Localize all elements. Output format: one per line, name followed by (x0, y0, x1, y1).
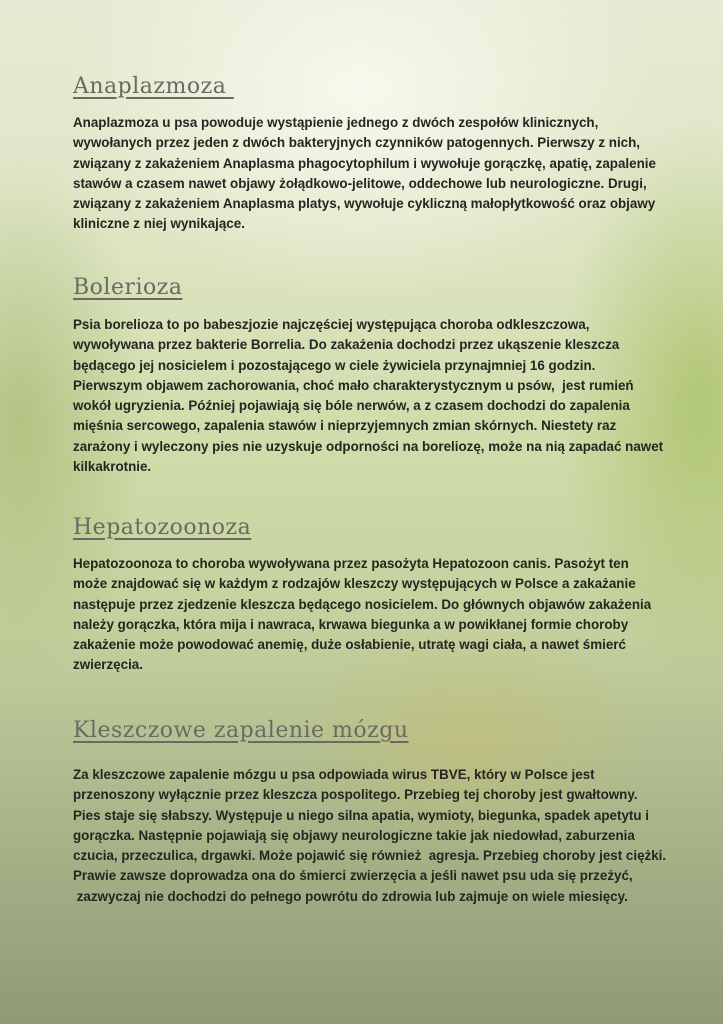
text-line: może znajdować się w każdym z rodzajów kleszczy występujących w Polsce a zakażanie (73, 576, 636, 592)
text-line: Za kleszczowe zapalenie mózgu u psa odpowiada wirus TBVE, który w Polsce jest (73, 767, 595, 782)
text-line: związany z zakażeniem Anaplasma phagocytophilum i wywołuje gorączkę, apatię, zapalenie (73, 155, 656, 171)
text-line: związany z zakażeniem Anaplasma platys, wywołuje cykliczną małopłytkowość oraz objawy (73, 196, 656, 212)
text-line: czucia, przeczulica, drgawki. Może pojawić się również agresja. Przebieg choroby jest ciężki. (73, 848, 667, 864)
text-line: gorączka. Następnie pojawiają się objawy neurologiczne takie jak niedowład, zaburzenia (73, 827, 635, 843)
text-line: Pies staje się słabszy. Występuje u niego silna apatia, wymioty, biegunka, spadek apetytu i (73, 807, 649, 823)
section-paragraph (73, 765, 703, 907)
text-line: wywoływana przez bakterie Borrelia. Do zakażenia dochodzi przez ukąszenie kleszcza (73, 337, 620, 353)
text-line: Psia borelioza to po babeszjozie najczęściej występująca choroba odkleszczowa, (73, 317, 590, 332)
text-line: Prawie zawsze doprowadza ona do śmierci zwierzęcia a jeśli nawet psu uda się przeżyć, (73, 868, 633, 884)
text-line: następuje przez zjedzenie kleszcza będącego nosicielem. Do głównych objawów zakażenia (73, 596, 652, 612)
text-line: kilkakrotnie. (73, 459, 152, 475)
text-line: zakażenie może powodować anemię, duże osłabienie, utratę wagi ciała, a nawet śmierć (73, 637, 626, 653)
text-line: stawów a czasem nawet objawy żołądkowo-jelitowe, oddechowe lub neurologiczne. Drugi, (73, 175, 647, 191)
text-line: kliniczne z niej wynikające. (73, 216, 245, 232)
text-line: Anaplazmoza u psa powoduje wystąpienie jednego z dwóch zespołów klinicznych, (73, 115, 599, 130)
section-paragraph (73, 554, 703, 676)
text-line: wywołanych przez jeden z dwóch bakteryjnych czynników patogennych. Pierwszy z nich, (73, 135, 641, 151)
section-hepatozoonoza (73, 515, 703, 676)
text-line: przenoszony wyłącznie przez kleszcza pospolitego. Przebieg tej choroby jest gwałtowny. (73, 787, 638, 803)
section-heading: Kleszczowe zapalenie mózgu (73, 718, 409, 743)
text-line: mięśnia sercowego, zapalenia stawów i nieprzyjemnych zmian skórnych. Niestety raz (73, 418, 617, 434)
text-line: zwierzęcia. (73, 657, 143, 673)
section-paragraph (73, 113, 703, 235)
section-heading: Bolerioza (73, 275, 183, 300)
section-heading: Hepatozoonoza (73, 515, 252, 540)
text-line: Hepatozoonoza to choroba wywoływana przez pasożyta Hepatozoon canis. Pasożyt ten (73, 556, 629, 571)
text-line: wokół ugryzienia. Później pojawiają się bóle nerwów, a z czasem dochodzi do zapalenia (73, 398, 630, 414)
section-heading: Anaplazmoza (73, 74, 234, 99)
section-paragraph (73, 315, 703, 477)
text-line: zarażony i wyleczony pies nie uzyskuje odporności na boreliozę, może na nią zapadać nawet (73, 438, 664, 454)
section-anaplazmoza (73, 74, 703, 235)
section-kleszczowe-zapalenie-mozgu (73, 718, 703, 907)
text-line: należy gorączka, która mija i nawraca, krwawa biegunka a w powikłanej formie choroby (73, 616, 629, 632)
text-line: Pierwszym objawem zachorowania, choć mało charakterystycznym u psów, jest rumień (73, 377, 634, 393)
section-bolerioza (73, 275, 703, 477)
text-line: będącego jej nosicielem i pozostającego w ciele żywiciela przynajmniej 16 godzin. (73, 357, 596, 373)
text-line: zazwyczaj nie dochodzi do pełnego powrótu do zdrowia lub zajmuje on wiele miesięcy. (73, 888, 628, 904)
